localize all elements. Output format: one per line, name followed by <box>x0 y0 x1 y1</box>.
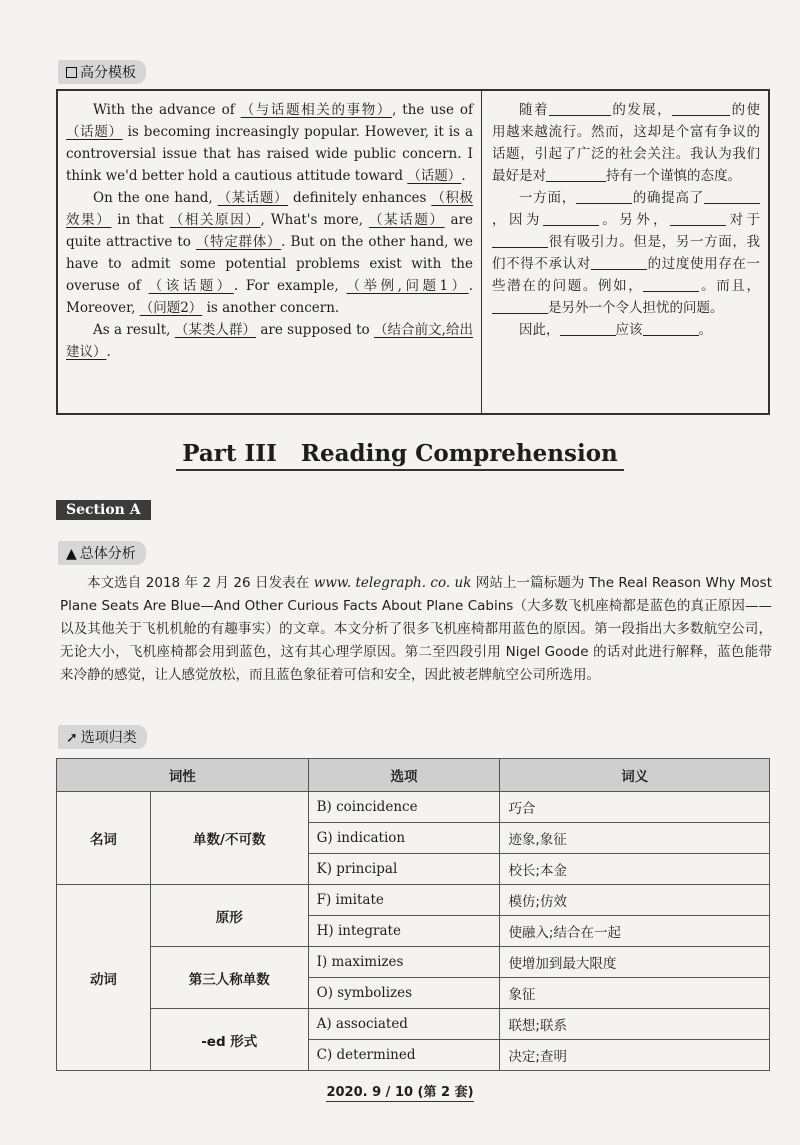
meaning-cell: 迹象,象征 <box>500 823 770 854</box>
sub-category: 第三人称单数 <box>150 947 308 1009</box>
writing-template-box <box>56 89 770 415</box>
template-english <box>58 91 482 413</box>
option-cell: C) determined <box>308 1040 500 1071</box>
option-cell: B) coincidence <box>308 792 500 823</box>
table-row <box>57 792 770 823</box>
table-header-row <box>57 759 770 792</box>
template-en-paragraph-2: On the one hand, （某话题） definitely enhances （积极效果） in that （相关原因）, What's more, （某话题） are quite attractive to （特定群体）. But on the other hand, we have to admit some potential problems exist with the overuse of （该话题）. For example, （举例,问题1）. Moreover, （问题2） is another concern. <box>66 190 474 316</box>
table-row <box>57 947 770 978</box>
header-pos: 词性 <box>57 759 309 792</box>
meaning-cell: 使融入;结合在一起 <box>500 916 770 947</box>
option-cell: I) maximizes <box>308 947 500 978</box>
header-meaning: 词义 <box>500 759 770 792</box>
option-cell: H) integrate <box>308 916 500 947</box>
warning-triangle-icon: ▲ <box>66 546 77 562</box>
pos-verb: 动词 <box>57 885 151 1071</box>
meaning-cell: 模仿;仿效 <box>500 885 770 916</box>
meaning-cell: 校长;本金 <box>500 854 770 885</box>
meaning-cell: 联想;联系 <box>500 1009 770 1040</box>
section-label: Section A <box>56 500 151 520</box>
pos-noun: 名词 <box>57 792 151 885</box>
analysis-tag: ▲ 总体分析 <box>58 541 146 565</box>
sub-category: 原形 <box>150 885 308 947</box>
arrow-icon: ➚ <box>66 730 78 746</box>
checkbox-square-icon <box>66 67 77 78</box>
option-cell: F) imitate <box>308 885 500 916</box>
options-table <box>56 758 770 1071</box>
part-title: Part III Reading Comprehension <box>0 440 800 467</box>
option-cell: A) associated <box>308 1009 500 1040</box>
table-row <box>57 885 770 916</box>
header-option: 选项 <box>308 759 500 792</box>
option-cell: K) principal <box>308 854 500 885</box>
template-cn-paragraph-3: 因此， 应该 。 <box>519 322 712 338</box>
options-tag: ➚ 选项归类 <box>58 725 147 749</box>
template-tag: 高分模板 <box>58 60 146 84</box>
meaning-cell: 使增加到最大限度 <box>500 947 770 978</box>
template-cn-paragraph-1: 随着 的发展， 的使用越来越流行。然而，这却是个富有争议的话题，引起了广泛的社会关注。我认为我们最好是对 持有一个谨慎的态度。 <box>492 102 761 184</box>
template-cn-paragraph-2: 一方面， 的确提高了，因为 。另外， 对于很有吸引力。但是，另一方面，我们不得不承认对 的过度使用存在一些潜在的问题。例如， 。而且，是另外一个令人担忧的问题。 <box>492 190 761 316</box>
meaning-cell: 决定;查明 <box>500 1040 770 1071</box>
page-footer: 2020. 9 / 10 (第 2 套) <box>326 1085 474 1100</box>
template-chinese <box>482 91 768 413</box>
sub-category: -ed 形式 <box>150 1009 308 1071</box>
template-en-paragraph-1: With the advance of （与话题相关的事物）, the use of （话题） is becoming increasingly popular. However, it is a controversial issue that has raised wide public concern. I think we'd better hold a cautious attitude toward （话题）. <box>66 102 473 184</box>
table-row <box>57 1009 770 1040</box>
meaning-cell: 象征 <box>500 978 770 1009</box>
template-en-paragraph-3: As a result, （某类人群） are supposed to （结合前文,给出建议）. <box>66 322 474 360</box>
sub-category: 单数/不可数 <box>150 792 308 885</box>
option-cell: G) indication <box>308 823 500 854</box>
analysis-paragraph: 本文选自 2018 年 2 月 26 日发表在 www. telegraph. co. uk 网站上一篇标题为 The Real Reason Why Most Plane Seats Are Blue—And Other Curious Facts About Plane Cabins（大多数飞机座椅都是蓝色的真正原因——以及其他关于飞机机舱的有趣事实）的文章。本文分析了很多飞机座椅都用蓝色的原因。第一段指出大多数航空公司，无论大小，飞机座椅都会用到蓝色，这有其心理学原因。第二至四段引用 Nigel Goode 的话对此进行解释，蓝色能带来冷静的感觉，让人感觉放松，而且蓝色象征着可信和安全，因此被老牌航空公司所选用。 <box>60 575 772 683</box>
option-cell: O) symbolizes <box>308 978 500 1009</box>
meaning-cell: 巧合 <box>500 792 770 823</box>
